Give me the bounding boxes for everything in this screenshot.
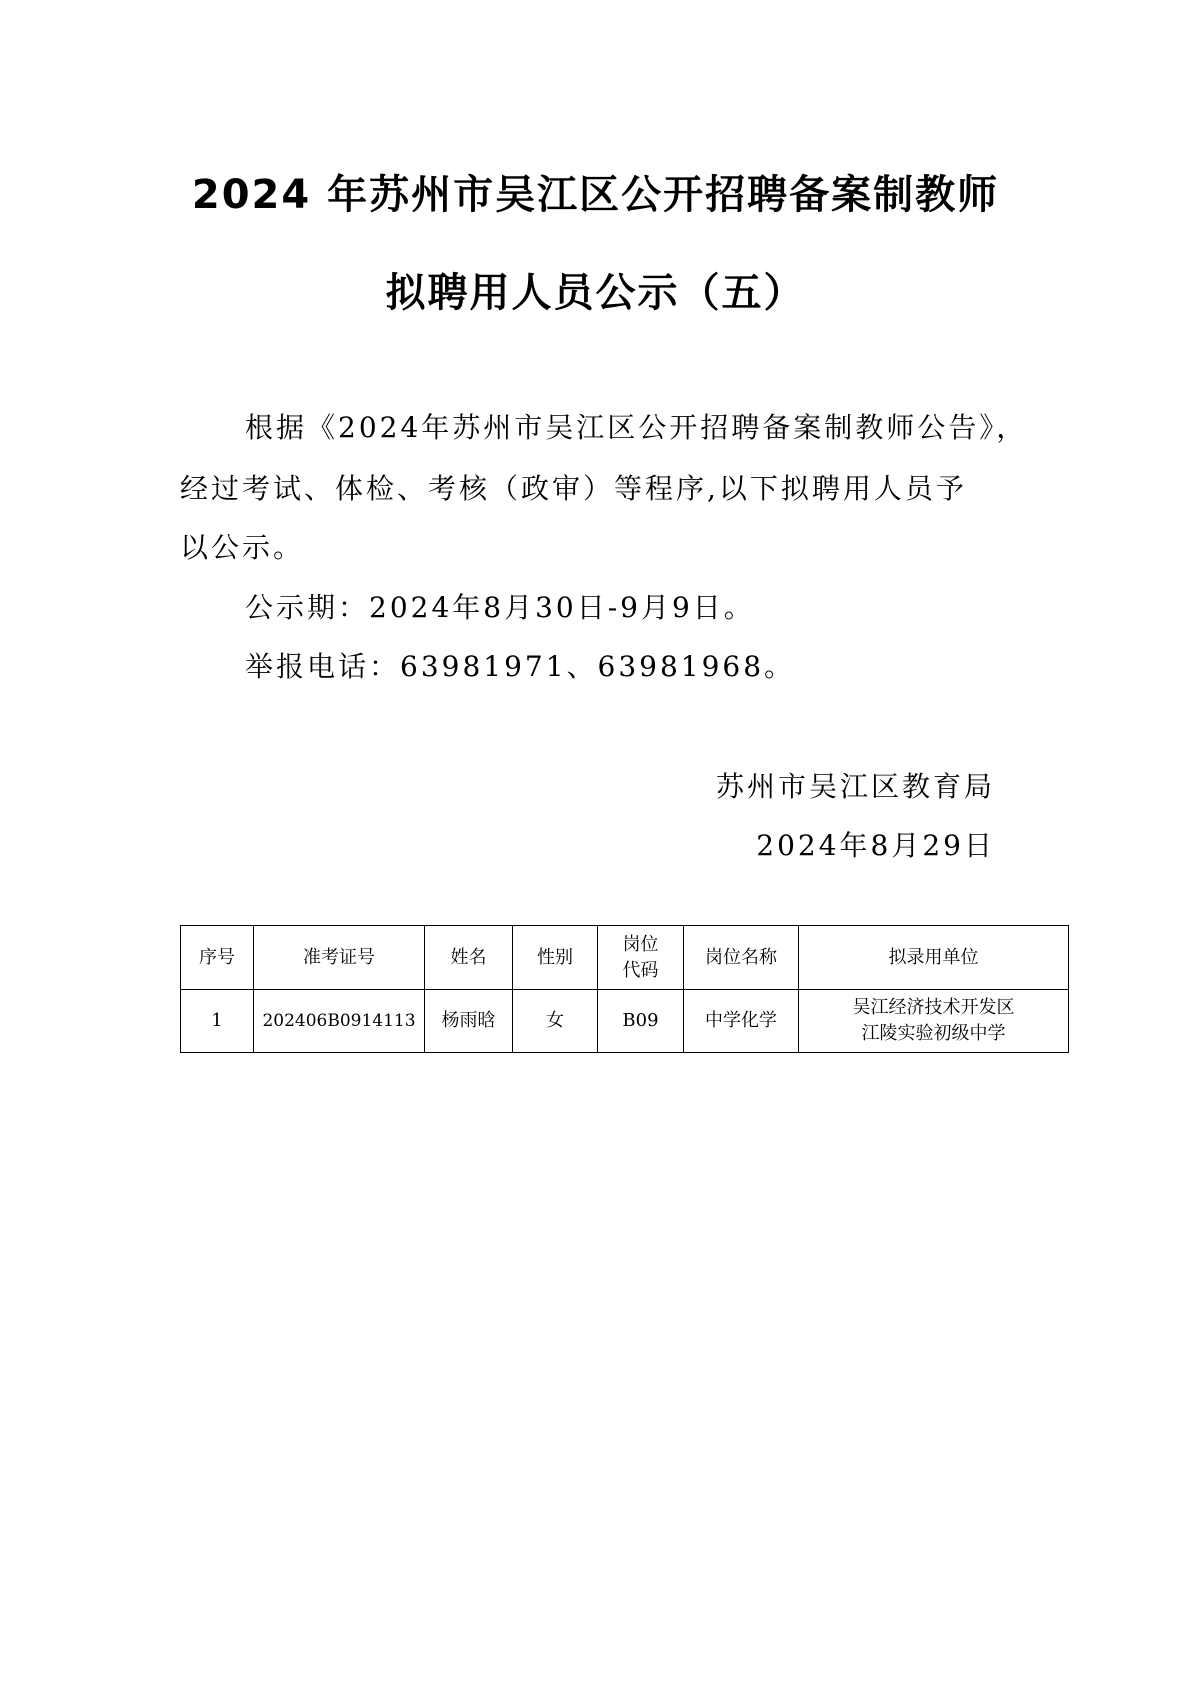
candidate-table: [180, 925, 1069, 1053]
cell-index: 1: [181, 990, 254, 1053]
notice-period: 公示期：2024年8月30日-9月9日。: [245, 591, 755, 624]
header-name: 姓名: [425, 926, 513, 990]
table-row: [181, 990, 1069, 1053]
cell-unit-line1: 吴江经济技术开发区: [852, 997, 1015, 1018]
header-exam-id: 准考证号: [254, 926, 425, 990]
header-post-name: 岗位名称: [684, 926, 799, 990]
cell-post-code: B09: [598, 990, 684, 1053]
header-post-code: [598, 926, 684, 990]
header-unit: 拟录用单位: [799, 926, 1069, 990]
cell-name: 杨雨晗: [425, 990, 513, 1053]
header-post-code-line2: 代码: [622, 959, 659, 981]
issuer-signature: 苏州市吴江区教育局: [715, 770, 995, 803]
intro-paragraph-line1: 根据《2024年苏州市吴江区公开招聘备案制教师公告》，: [245, 411, 1028, 444]
cell-post-name: 中学化学: [684, 990, 799, 1053]
header-post-code-line1: 岗位: [622, 933, 659, 955]
cell-unit: [799, 990, 1069, 1053]
report-phone: 举报电话：63981971、63981968。: [245, 650, 796, 683]
intro-paragraph-line3: 以公示。: [180, 531, 305, 564]
cell-unit-line2: 江陵实验初级中学: [861, 1023, 1006, 1044]
header-gender: 性别: [513, 926, 598, 990]
document-title-line2: 拟聘用人员公示（五）: [385, 270, 806, 316]
cell-exam-id: 202406B0914113: [254, 990, 425, 1053]
table-header-row: [181, 926, 1069, 990]
issue-date: 2024年8月29日: [756, 829, 995, 862]
document-title-line1: 2024 年苏州市吴江区公开招聘备案制教师: [191, 172, 1000, 218]
intro-paragraph-line2: 经过考试、体检、考核（政审）等程序,以下拟聘用人员予: [180, 472, 967, 505]
cell-gender: 女: [513, 990, 598, 1053]
header-index: 序号: [181, 926, 254, 990]
